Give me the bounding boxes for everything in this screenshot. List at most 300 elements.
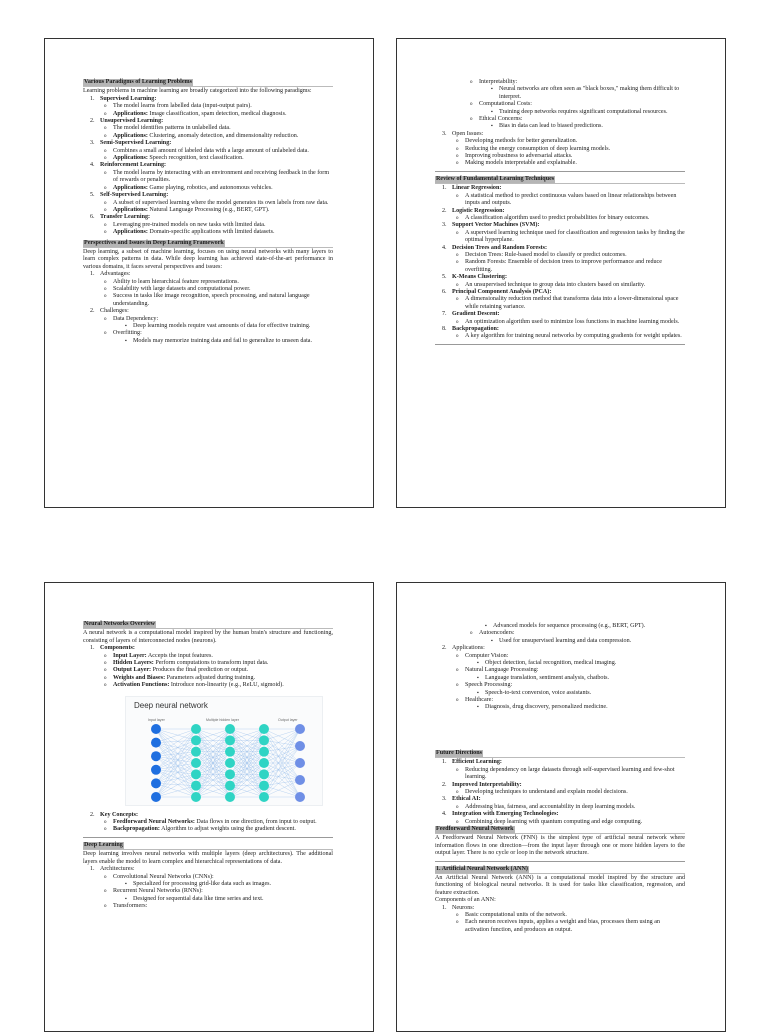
neuron-node	[225, 724, 235, 734]
future-item	[442, 796, 685, 811]
heading-bar	[435, 750, 685, 758]
sub-item: o A key algorithm for training neural networks by computing gradients for weight updates.	[456, 333, 685, 340]
sub-title: Autoencoders:	[479, 630, 515, 637]
sub-item	[104, 667, 333, 674]
sub-text: Parameters adjusted during training.	[165, 674, 256, 681]
technique-item	[442, 222, 685, 244]
sub-item	[104, 682, 333, 689]
item-title: Key Concepts:	[100, 811, 139, 818]
item-number: 8.	[442, 326, 447, 332]
output-layer-label: Output layer	[278, 717, 298, 722]
neuron-node	[225, 769, 235, 779]
detail-item: ▪ Deep learning models require vast amounts of data for effective training.	[125, 323, 333, 330]
sub-text: Accepts the input features.	[146, 652, 213, 659]
sub-item	[104, 103, 333, 110]
connection-line	[264, 729, 300, 740]
open-issues-item	[442, 131, 685, 168]
sub-item: o Ability to learn hierarchical feature representations.	[104, 279, 333, 286]
item-title: Linear Regression:	[452, 185, 502, 192]
sub-label: Output Layer:	[113, 667, 152, 674]
sub-text: Game playing, robotics, and autonomous vehicles.	[147, 184, 273, 191]
detail-item: ▪ Advanced models for sequence processing (e.g., BERT, GPT).	[485, 623, 685, 630]
connection-line	[264, 780, 300, 786]
sub-text: Introduce non-linearity (e.g., ReLU, sigmoid).	[169, 682, 284, 689]
sub-text: Clustering, anomaly detection, and dimensionality reduction.	[147, 132, 299, 139]
ann-text: An Artificial Neural Network (ANN) is a computational model inspired by the structure and functioning of biological neural networks. It is used for tasks like classification, regression, and feature extraction.	[435, 874, 685, 896]
item-title: Components:	[100, 645, 135, 652]
heading-bar	[435, 176, 685, 184]
technique-item	[442, 185, 685, 207]
sub-item	[456, 697, 685, 712]
neuron-node	[191, 758, 201, 768]
sub-text: Domain-specific applications with limited datasets.	[147, 229, 275, 236]
sub-item	[104, 111, 333, 118]
item-number: 1.	[442, 904, 447, 911]
neuron-node	[259, 792, 269, 802]
item-title: Gradient Descent:	[452, 311, 500, 318]
item-number: 3.	[90, 140, 95, 147]
item-number: 1.	[90, 271, 95, 278]
sub-text: Data flows in one direction, from input to output.	[194, 819, 317, 826]
sub-item: o An unsupervised technique to group data into clusters based on similarity.	[456, 282, 685, 289]
sub-label: Feedforward Neural Networks:	[113, 819, 195, 826]
sub-item	[470, 116, 685, 131]
item-title: Support Vector Machines (SVM):	[452, 222, 540, 229]
item-title: Self-Supervised Learning:	[100, 192, 169, 199]
sub-item: o A classification algorithm used to predict probabilities for binary outcomes.	[456, 215, 685, 222]
sub-item	[104, 222, 333, 229]
neuron-node	[295, 792, 305, 802]
item-title: Advantages:	[100, 271, 131, 278]
connection-line	[264, 763, 300, 786]
sub-item	[104, 330, 333, 345]
item-title: Open Issues:	[452, 130, 484, 137]
sub-item: o A supervised learning technique used for classification and regression tasks by finding the optimal hyperplane.	[456, 230, 685, 245]
technique-item	[442, 289, 685, 311]
sub-item	[104, 155, 333, 162]
connection-line	[264, 746, 300, 786]
input-layer-label: Input layer	[148, 717, 165, 722]
connection-line	[264, 729, 300, 774]
neuron-node	[151, 751, 161, 761]
sub-title: Ethical Concerns:	[479, 116, 523, 123]
item-number: 4.	[442, 244, 447, 251]
detail-item: ▪ Designed for sequential data like time series and text.	[125, 896, 333, 903]
neuron-node	[151, 764, 161, 774]
sub-title: Data Dependency:	[113, 315, 159, 322]
item-number: 6.	[90, 214, 95, 221]
paradigm-item	[90, 118, 333, 140]
neuron-node	[295, 741, 305, 751]
section-heading-perspectives: Perspectives and Issues in Deep Learning Framework	[84, 239, 224, 246]
sub-label: Applications:	[113, 132, 148, 139]
architectures-list	[83, 866, 333, 910]
item-title: Logistic Regression:	[452, 207, 505, 214]
technique-item	[442, 208, 685, 223]
sub-item: o A dimensionality reduction method that transforms data into a lower-dimensional space while retaining variance.	[456, 296, 685, 311]
sub-item: o Basic computational units of the network.	[456, 912, 685, 919]
connection-line	[264, 785, 300, 796]
neuron-node	[259, 746, 269, 756]
future-item	[442, 759, 685, 781]
heading-bar	[435, 866, 685, 874]
ann-components-title: Components of an ANN:	[435, 897, 496, 904]
paradigm-item	[90, 96, 333, 118]
detail-item: ▪ Bias in data can lead to biased predictions.	[491, 123, 685, 130]
sub-text: Perform computations to transform input data.	[153, 660, 269, 667]
item-title: Decision Trees and Random Forests:	[452, 244, 548, 251]
sub-text: Combines a small amount of labeled data with a large amount of unlabeled data.	[113, 147, 309, 154]
connection-line	[264, 729, 300, 752]
item-number: 2.	[90, 308, 95, 315]
neuron-node	[191, 746, 201, 756]
detail-item: ▪ Neural networks are often seen as "black boxes," making them difficult to interpret.	[491, 86, 685, 101]
paradigm-item	[90, 214, 333, 236]
sub-title: Recurrent Neural Networks (RNNs):	[113, 888, 203, 895]
detail-item: ▪ Object detection, facial recognition, medical imaging.	[477, 660, 685, 667]
nn-list	[83, 645, 333, 689]
spacer	[435, 712, 685, 750]
components-item	[90, 645, 333, 689]
sub-item	[104, 125, 333, 132]
item-title: Efficient Learning:	[452, 759, 502, 766]
connection-line	[156, 729, 196, 763]
section-heading-future: Future Directions	[436, 749, 482, 756]
connection-line	[264, 746, 300, 774]
technique-item	[442, 245, 685, 275]
item-title: Integration with Emerging Technologies:	[452, 811, 559, 818]
item-number: 1.	[90, 866, 95, 873]
item-number: 1.	[90, 95, 95, 102]
sub-item	[104, 207, 333, 214]
heading-bar	[83, 842, 333, 850]
sub-item	[104, 888, 333, 903]
page-4-content	[435, 623, 685, 934]
hidden-layer-label: Multiple hidden layer	[206, 717, 239, 722]
sub-title: Convolutional Neural Networks (CNNs):	[113, 873, 214, 880]
detail-item: ▪ Models may memorize training data and fail to generalize to unseen data.	[125, 338, 333, 345]
section-heading-deep-learning: Deep Learning	[84, 841, 123, 848]
sub-item: o A statistical method to predict continuous values based on linear relationships between inputs and outputs.	[456, 193, 685, 208]
neuron-node	[225, 746, 235, 756]
connection-line	[156, 729, 196, 740]
detail-item: ▪ Training deep networks requires significant computational resources.	[491, 109, 685, 116]
sub-text: The model learns from labelled data (input-output pairs).	[113, 103, 252, 110]
sub-title: Computational Costs:	[479, 101, 532, 108]
challenges-continued	[435, 79, 685, 131]
sub-item	[470, 79, 685, 101]
sub-item: o Success in tasks like image recognition, speech processing, and natural language understanding.	[104, 293, 333, 308]
neuron-node	[151, 778, 161, 788]
detail-item: ▪ Diagnosis, drug discovery, personalized medicine.	[477, 704, 685, 711]
sub-label: Applications:	[113, 184, 148, 191]
sub-label: Applications:	[113, 229, 148, 236]
sub-title: Natural Language Processing:	[465, 667, 539, 674]
connection-line	[156, 785, 196, 796]
future-list	[435, 759, 685, 826]
neuron-node	[259, 735, 269, 745]
paradigm-item	[90, 192, 333, 214]
item-number: 5.	[442, 274, 447, 281]
sub-item	[104, 903, 333, 910]
ffnn-text: A Feedforward Neural Network (FNN) is the simplest type of artificial neural network where information flows in one direction—from the input layer through one or more hidden layers to the output layer. There is no cycle or loop in the network structure.	[435, 835, 685, 857]
connection-line	[156, 742, 196, 762]
section-heading-ann: 1. Artificial Neural Network (ANN)	[436, 865, 528, 872]
future-item	[442, 811, 685, 826]
sub-item	[456, 667, 685, 682]
neuron-node	[191, 769, 201, 779]
paradigms-intro: Learning problems in machine learning are broadly categorized into the following paradigms:	[83, 88, 312, 95]
sub-text: Image classification, spam detection, medical diagnosis.	[147, 110, 287, 117]
sub-item: o Improving robustness to adversarial attacks.	[456, 153, 685, 160]
paradigm-item	[90, 140, 333, 162]
sub-label: Hidden Layers:	[113, 660, 154, 667]
item-number: 6.	[442, 288, 447, 295]
applications-list	[435, 645, 685, 712]
connection-line	[156, 763, 196, 783]
sub-item	[104, 316, 333, 331]
item-title: Neurons:	[452, 904, 475, 911]
sub-label: Weights and Biases:	[113, 674, 166, 681]
sub-item: o Reducing the energy consumption of deep learning models.	[456, 146, 685, 153]
item-title: K-Means Clustering:	[452, 274, 508, 281]
sub-item: o Addressing bias, fairness, and accountability in deep learning models.	[456, 804, 685, 811]
open-issues-list	[435, 131, 685, 168]
network-graph	[126, 697, 322, 805]
sub-item: o Scalability with large datasets and computational power.	[104, 286, 333, 293]
sub-item	[104, 170, 333, 185]
ann-components-list	[435, 905, 685, 935]
item-number: 1.	[442, 759, 447, 766]
nn-intro: A neural network is a computational model inspired by the human brain's structure and functioning, consisting of layers of interconnected nodes (neurons).	[83, 630, 333, 644]
item-title: Unsupervised Learning:	[100, 118, 164, 125]
neuron-node	[191, 724, 201, 734]
section-heading-review: Review of Fundamental Learning Techniques	[436, 175, 555, 182]
sub-text: A subset of supervised learning where the model generates its own labels from raw data.	[113, 199, 329, 206]
item-number: 5.	[90, 192, 95, 199]
document-page-4	[396, 582, 726, 1032]
section-heading-neural-networks: Neural Networks Overview	[84, 621, 156, 627]
dl-intro: Deep learning involves neural networks with multiple layers (deep architectures). The additional layers enable the model to learn complex and hierarchical representations of data.	[83, 851, 333, 865]
divider	[435, 861, 685, 862]
item-number: 3.	[442, 796, 447, 803]
architectures-item	[90, 866, 333, 910]
autoencoders-list	[435, 630, 685, 645]
future-item	[442, 782, 685, 797]
detail-item: ▪ Used for unsupervised learning and data compression.	[491, 638, 685, 645]
sub-title: Transformers:	[113, 903, 148, 910]
sub-title: Overfitting:	[113, 330, 142, 337]
figure-title: Deep neural network	[134, 700, 208, 710]
sub-item: o Developing techniques to understand and explain model decisions.	[456, 789, 685, 796]
transformers-continued	[435, 623, 685, 630]
connection-line	[156, 729, 196, 770]
sub-title: Speech Processing:	[465, 682, 513, 689]
sub-label: Activation Functions:	[113, 682, 170, 689]
detail-item: ▪ Specialized for processing grid-like data such as images.	[125, 881, 333, 888]
neuron-node	[259, 780, 269, 790]
connection-line	[264, 774, 300, 797]
sub-text: Leveraging pre-trained models on new tasks with limited data.	[113, 221, 266, 228]
sub-label: Applications:	[113, 206, 148, 213]
document-page-2	[396, 38, 726, 508]
technique-item	[442, 274, 685, 289]
sub-item	[470, 630, 685, 645]
sub-text: Algorithm to adjust weights using the gradient descent.	[159, 826, 296, 833]
neuron-node	[225, 758, 235, 768]
neuron-node	[225, 735, 235, 745]
item-title: Semi-Supervised Learning:	[100, 140, 172, 147]
techniques-list	[435, 185, 685, 341]
page-3-content	[83, 621, 333, 911]
connection-line	[156, 742, 196, 796]
sub-item: o Combining deep learning with quantum computing and edge computing.	[456, 819, 685, 826]
connection-line	[264, 763, 300, 774]
document-page-1	[44, 38, 374, 508]
connection-line	[156, 729, 196, 783]
challenges-item	[90, 308, 333, 345]
sub-text: Produces the final prediction or output.	[151, 667, 249, 674]
item-number: 4.	[90, 162, 95, 169]
item-title: Challenges:	[100, 308, 129, 315]
neuron-node	[225, 792, 235, 802]
sub-item	[470, 101, 685, 116]
sub-text: The model learns by interacting with an environment and receiving feedback in the form of rewards or penalties.	[113, 169, 330, 184]
item-number: 2.	[90, 118, 95, 125]
item-title: Reinforcement Learning:	[100, 162, 167, 169]
sub-text: Natural Language Processing (e.g., BERT, GPT).	[147, 206, 270, 213]
sub-text: The model identifies patterns in unlabelled data.	[113, 125, 231, 132]
neuron-node	[259, 758, 269, 768]
item-number: 1.	[90, 645, 95, 652]
neuron-node	[259, 724, 269, 734]
sub-title: Computer Vision:	[465, 652, 509, 659]
page-2-content	[435, 79, 685, 349]
item-number: 1.	[442, 185, 447, 192]
detail-item: ▪ Language translation, sentiment analysis, chatbots.	[477, 675, 685, 682]
sub-item	[104, 133, 333, 140]
applications-item	[442, 645, 685, 712]
neuron-node	[191, 792, 201, 802]
item-title: Improved Interpretability:	[452, 781, 522, 788]
item-number: 2.	[442, 645, 447, 652]
item-title: Backpropagation:	[452, 326, 499, 332]
sub-item: o Making models interpretable and explainable.	[456, 160, 685, 167]
neuron-node	[151, 724, 161, 734]
item-number: 3.	[442, 222, 447, 229]
item-title: Supervised Learning:	[100, 95, 157, 102]
neuron-node	[191, 735, 201, 745]
item-number: 2.	[90, 811, 95, 818]
section-heading-ffnn: Feedforward Neural Network	[436, 825, 514, 832]
neuron-node	[191, 780, 201, 790]
item-title: Transfer Learning:	[100, 214, 151, 221]
advantages-item	[90, 271, 333, 308]
sub-item	[456, 682, 685, 697]
connection-line	[156, 742, 196, 751]
section-heading-paradigms: Various Paradigms of Learning Problems	[84, 79, 192, 85]
perspectives-intro: Deep learning, a subset of machine learning, focuses on using neural networks with many layers to learn complex patterns in data. While deep learning has achieved state-of-the-art performance in various domains, it faces several perspectives and issues:	[83, 248, 333, 270]
sub-label: Backpropagation:	[113, 826, 160, 833]
sub-item: o Each neuron receives inputs, applies a weight and bias, processes them using an activation function, and produces an output.	[456, 919, 685, 934]
connection-line	[264, 746, 300, 763]
sub-item	[104, 200, 333, 207]
sub-item: o Reducing dependency on large datasets through self-supervised learning and few-shot learning.	[456, 767, 685, 782]
key-concepts-list	[83, 812, 333, 834]
neurons-item	[442, 905, 685, 935]
sub-item: o An optimization algorithm used to minimize loss functions in machine learning models.	[456, 319, 685, 326]
item-title: Applications:	[452, 645, 485, 652]
neuron-node	[259, 769, 269, 779]
paradigms-list	[83, 96, 333, 237]
neuron-node	[225, 780, 235, 790]
sub-label: Applications:	[113, 155, 148, 162]
heading-bar	[83, 240, 333, 248]
item-title: Architectures:	[100, 866, 135, 873]
divider	[83, 837, 333, 838]
item-number: 2.	[442, 781, 447, 788]
sub-item: o Decision Trees: Rule-based model to classify or predict outcomes.	[456, 252, 685, 259]
heading-bar	[435, 826, 685, 834]
technique-item	[442, 311, 685, 326]
connection-line	[156, 756, 196, 797]
document-page-3	[44, 582, 374, 1032]
perspectives-list	[83, 271, 333, 345]
sub-item	[104, 229, 333, 236]
item-number: 3.	[442, 130, 447, 137]
technique-item	[442, 326, 685, 341]
item-title: Principal Component Analysis (PCA):	[452, 288, 552, 295]
sub-text: Speech recognition, text classification.	[147, 155, 244, 162]
neuron-node	[151, 737, 161, 747]
sub-item: o Random Forests: Ensemble of decision trees to improve performance and reduce overfitting.	[456, 259, 685, 274]
paradigm-item	[90, 162, 333, 192]
heading-bar	[83, 79, 333, 87]
item-title: Ethical AI:	[452, 796, 481, 803]
connection-line	[156, 763, 196, 797]
sub-title: Healthcare:	[465, 697, 494, 704]
detail-item: ▪ Speech-to-text conversion, voice assistants.	[477, 690, 685, 697]
heading-bar	[83, 621, 333, 629]
sub-item	[104, 148, 333, 155]
sub-title: Interpretability:	[479, 79, 518, 85]
connection-line	[156, 774, 196, 783]
sub-item	[104, 185, 333, 192]
sub-label: Applications:	[113, 110, 148, 117]
key-concepts-item	[90, 812, 333, 834]
sub-item	[104, 826, 333, 833]
neuron-node	[295, 775, 305, 785]
item-number: 2.	[442, 207, 447, 214]
neuron-node	[295, 724, 305, 734]
page-1-content	[83, 79, 333, 345]
sub-item	[104, 874, 333, 889]
divider	[435, 344, 685, 345]
sub-item	[104, 819, 333, 826]
sub-label: Input Layer:	[113, 652, 147, 659]
sub-item	[104, 653, 333, 660]
neuron-node	[295, 758, 305, 768]
item-number: 4.	[442, 811, 447, 818]
sub-item: o Developing methods for better generalization.	[456, 138, 685, 145]
neuron-node	[151, 792, 161, 802]
sub-item	[456, 653, 685, 668]
connection-line	[264, 740, 300, 746]
deep-neural-network-figure	[125, 696, 323, 806]
item-number: 7.	[442, 311, 447, 318]
connection-line	[264, 746, 300, 797]
divider	[435, 171, 685, 172]
